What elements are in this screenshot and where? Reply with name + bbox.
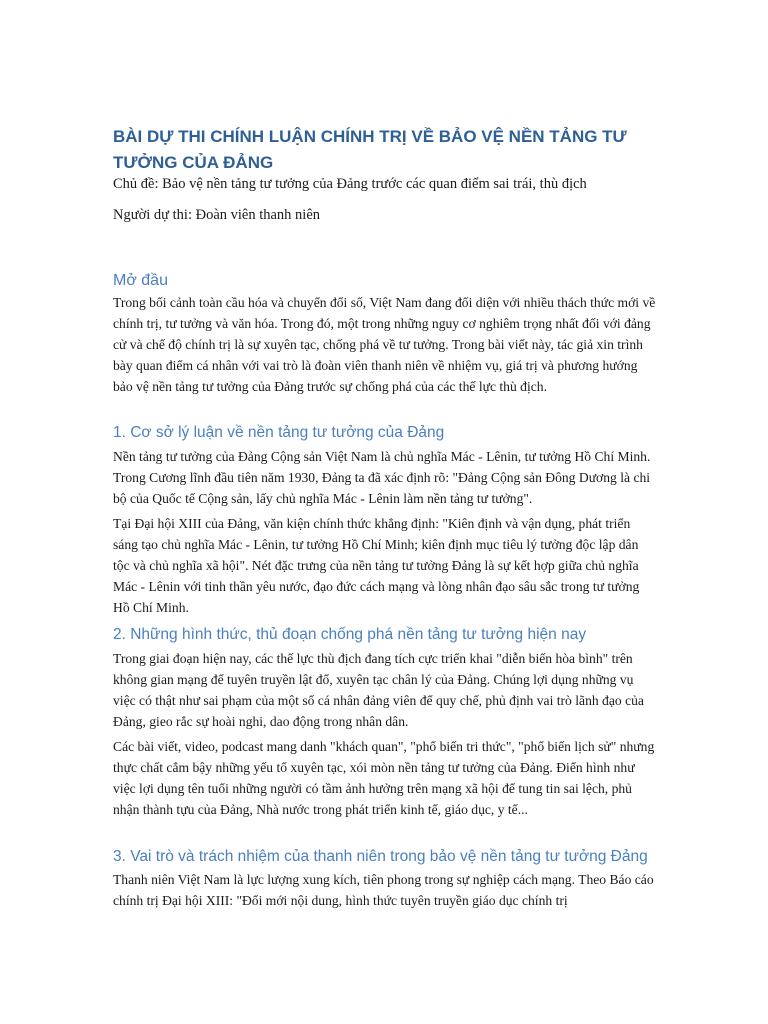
section-1-paragraph-1: Nền tảng tư tưởng của Đảng Cộng sản Việt Nam là chủ nghĩa Mác - Lênin, tư tưởng Hồ Chí Minh. Trong Cương lĩnh đầu tiên năm 1930, Đảng ta đã xác định rõ: "Đảng Cộng sản Đông Dương là chi bộ của Quốc tế Cộng sản, lấy chủ nghĩa Mác - Lênin làm nền tảng tư tưởng". [113, 449, 651, 506]
document-title: BÀI DỰ THI CHÍNH LUẬN CHÍNH TRỊ VỀ BẢO VỆ NỀN TẢNG TƯ TƯỞNG CỦA ĐẢNG [113, 127, 627, 172]
section-1-paragraph-2: Tại Đại hội XIII của Đảng, văn kiện chính thức khẳng định: "Kiên định và vận dụng, phát triển sáng tạo chủ nghĩa Mác - Lênin, tư tưởng Hồ Chí Minh; kiên định mục tiêu lý tưởng độc lập dân tộc và chủ nghĩa xã hội". Nét đặc trưng của nền tảng tư tưởng Đảng là sự kết hợp giữa chủ nghĩa Mác - Lênin với tinh thần yêu nước, đạo đức cách mạng và lòng nhân đạo sâu sắc trong tư tưởng Hồ Chí Minh. [113, 516, 640, 615]
section-2-paragraph-2: Các bài viết, video, podcast mang danh "khách quan", "phổ biến tri thức", "phổ biến lịch sử" nhưng thực chất cắm bậy những yếu tố xuyên tạc, xói mòn nền tảng tư tưởng của Đảng. Điển hình như việc lợi dụng tên tuổi những người có tầm ảnh hưởng trên mạng xã hội để tung tin sai lệch, phủ nhận thành tựu của Đảng, Nhà nước trong phát triển kinh tế, giáo dục, y tế... [113, 739, 655, 817]
intro-paragraph: Trong bối cảnh toàn cầu hóa và chuyển đổi số, Việt Nam đang đối diện với nhiều thách thức mới về chính trị, tư tưởng và văn hóa. Trong đó, một trong những nguy cơ nghiêm trọng nhất đối với đảng cử và chế độ chính trị là sự xuyên tạc, chống phá về tư tưởng. Trong bài viết này, tác giả xin trình bày quan điểm cá nhân với vai trò là đoàn viên thanh niên về nhiệm vụ, giá trị và phương hướng bảo vệ nền tảng tư tưởng của Đảng trước sự chống phá của các thế lực thù địch. [113, 295, 656, 394]
intro-heading: Mở đầu [113, 272, 168, 289]
document-author: Người dự thi: Đoàn viên thanh niên [113, 207, 321, 223]
section-3-heading: 3. Vai trò và trách nhiệm của thanh niên trong bảo vệ nền tảng tư tưởng Đảng [113, 848, 648, 865]
section-2-paragraph-1: Trong giai đoạn hiện nay, các thế lực thù địch đang tích cực triển khai "diễn biến hòa bình" trên không gian mạng để tuyên truyền lật đổ, xuyên tạc chân lý của Đảng. Chúng lợi dụng những vụ việc có thật như sai phạm của một số cá nhân đảng viên để quy chế, phủ định vai trò lãnh đạo của Đảng, gieo rắc sự hoài nghi, dao động trong nhân dân. [113, 651, 644, 729]
document-page [113, 0, 658, 1024]
document-subject: Chủ đề: Bảo vệ nền tảng tư tưởng của Đảng trước các quan điểm sai trái, thù địch [113, 176, 587, 192]
section-2-heading: 2. Những hình thức, thủ đoạn chống phá nền tảng tư tưởng hiện nay [113, 626, 587, 643]
section-3-paragraph-1: Thanh niên Việt Nam là lực lượng xung kích, tiên phong trong sự nghiệp cách mạng. Theo Báo cáo chính trị Đại hội XIII: "Đổi mới nội dung, hình thức tuyên truyền giáo dục chính trị [113, 872, 654, 908]
section-1-heading: 1. Cơ sở lý luận về nền tảng tư tưởng của Đảng [113, 424, 445, 441]
